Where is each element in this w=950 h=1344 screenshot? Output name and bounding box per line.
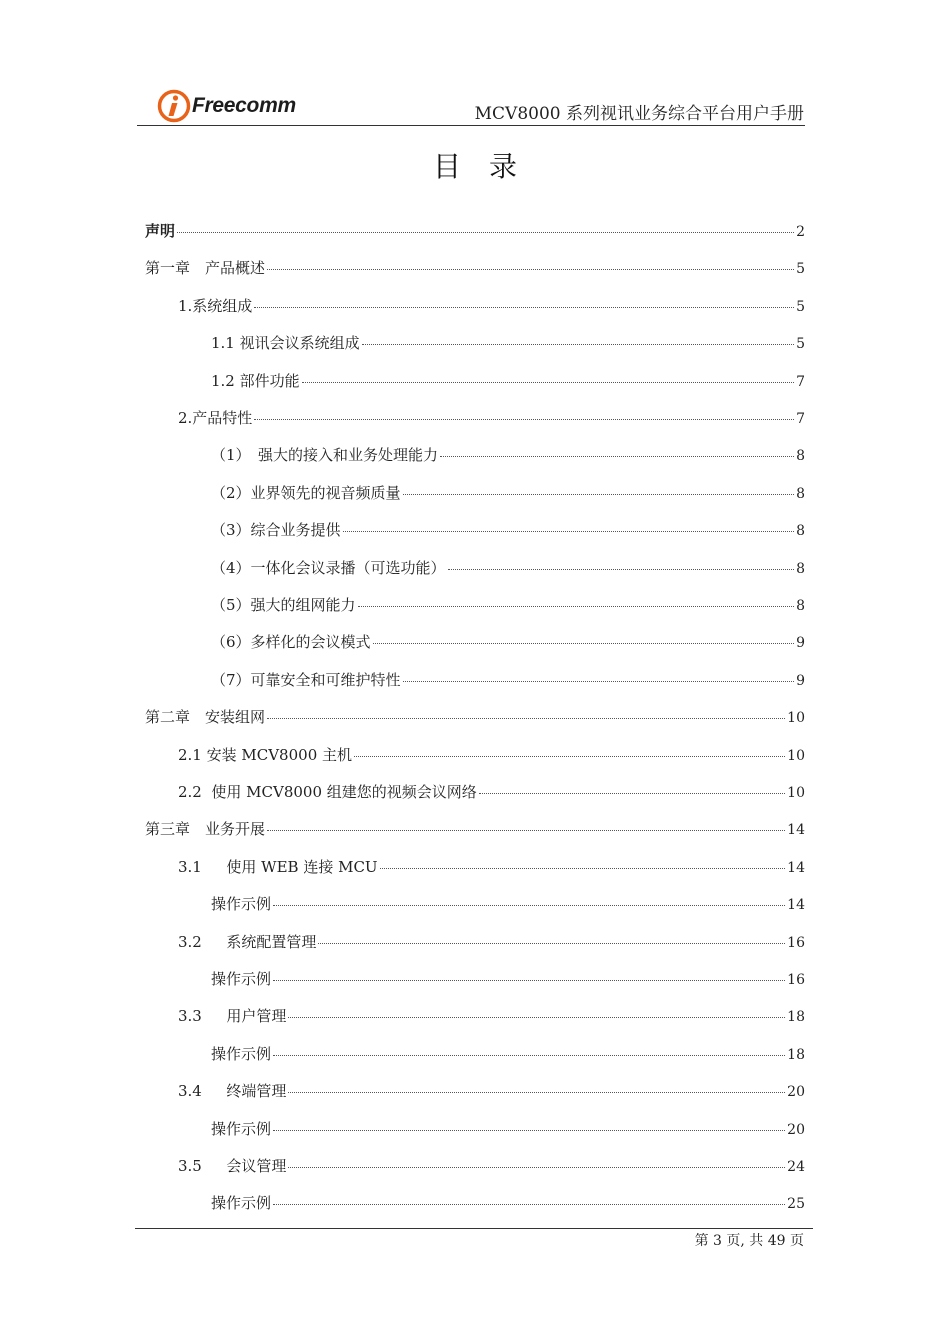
toc-leader-dots (288, 1017, 785, 1018)
toc-entry-label: （1） 强大的接入和业务处理能力 (211, 446, 439, 465)
toc-entry[interactable] (178, 407, 805, 428)
document-title: MCV8000 系列视讯业务综合平台用户手册 (474, 104, 804, 124)
toc-page-number: 7 (796, 411, 805, 427)
company-logo (157, 86, 296, 126)
toc-entry-label: 3.5 会议管理 (178, 1157, 287, 1175)
toc-page-number: 25 (787, 1196, 805, 1213)
toc-page-number: 8 (796, 448, 805, 465)
toc-entry-label: 第三章 业务开展 (145, 820, 266, 839)
toc-page-number: 9 (796, 635, 805, 652)
toc-leader-dots (267, 830, 785, 831)
toc-entry-label: （6）多样化的会议模式 (211, 633, 371, 652)
toc-entry[interactable] (211, 968, 805, 989)
toc-entry[interactable] (211, 557, 805, 578)
toc-page-number: 10 (787, 785, 805, 801)
toc-entry-label: （3）综合业务提供 (211, 521, 341, 540)
toc-page-number: 20 (787, 1121, 805, 1138)
toc-leader-dots (448, 569, 795, 570)
header-divider (137, 125, 805, 126)
toc-entry-label: 2.1 安装 MCV8000 主机 (178, 745, 353, 764)
toc-entry-label: 操作示例 (211, 895, 272, 914)
toc-leader-dots (440, 456, 794, 457)
toc-entry-label: 操作示例 (211, 1119, 272, 1138)
toc-entry[interactable] (178, 1005, 805, 1026)
toc-page-number: 8 (796, 560, 805, 577)
toc-page-number: 5 (796, 336, 805, 353)
toc-entry-label: 2.2 使用 MCV8000 组建您的视频会议网络 (178, 783, 477, 801)
toc-entry[interactable] (211, 444, 805, 465)
toc-entry-label: 第一章 产品概述 (145, 259, 266, 278)
toc-leader-dots (254, 307, 794, 308)
toc-leader-dots (273, 1130, 785, 1131)
toc-leader-dots (362, 344, 794, 345)
toc-page-number: 5 (796, 298, 805, 315)
toc-page-number: 24 (787, 1159, 805, 1175)
toc-page-number: 16 (787, 934, 805, 951)
toc-entry-label: 1.1 视讯会议系统组成 (211, 334, 360, 353)
footer-divider (135, 1228, 813, 1229)
toc-page-number: 14 (787, 822, 805, 839)
toc-page-number: 10 (787, 710, 805, 727)
toc-entry-label: 3.3 用户管理 (178, 1007, 287, 1026)
toc-leader-dots (267, 718, 785, 719)
toc-entry[interactable] (211, 1192, 805, 1213)
toc-entry[interactable] (211, 519, 805, 540)
toc-entry[interactable] (211, 1043, 805, 1064)
toc-page-number: 8 (796, 598, 805, 614)
toc-page-number: 18 (787, 1046, 805, 1063)
toc-leader-dots (288, 1092, 785, 1093)
toc-entry[interactable] (178, 781, 805, 802)
toc-entry-label: 操作示例 (211, 970, 272, 988)
toc-leader-dots (273, 1055, 785, 1056)
toc-entry[interactable] (145, 220, 805, 241)
toc-page-number: 7 (796, 373, 805, 390)
toc-leader-dots (373, 643, 795, 644)
toc-entry-label: （7）可靠安全和可维护特性 (211, 670, 401, 689)
toc-leader-dots (403, 681, 795, 682)
toc-page-number: 9 (796, 672, 805, 689)
toc-page-number: 18 (787, 1009, 805, 1026)
toc-entry-label: 2.产品特性 (178, 409, 253, 427)
toc-page-number: 14 (787, 859, 805, 876)
toc-leader-dots (358, 606, 795, 607)
toc-page-number: 5 (796, 261, 805, 278)
toc-entry[interactable] (178, 931, 805, 952)
toc-entry[interactable] (211, 332, 805, 353)
toc-entry-label: 3.2 系统配置管理 (178, 932, 317, 951)
freecomm-logo-icon (157, 89, 191, 123)
logo-text: Freecomm (192, 94, 296, 117)
toc-leader-dots (343, 531, 795, 532)
toc-entry[interactable] (145, 706, 805, 727)
toc-entry-label: 1.2 部件功能 (211, 371, 300, 390)
toc-entry-label: 1.系统组成 (178, 296, 253, 315)
toc-leader-dots (380, 868, 786, 869)
toc-entry-label: 操作示例 (211, 1194, 272, 1213)
toc-leader-dots (403, 494, 795, 495)
toc-leader-dots (273, 980, 785, 981)
toc-leader-dots (288, 1167, 785, 1168)
page-heading: 目录 (432, 150, 545, 183)
toc-leader-dots (302, 382, 794, 383)
toc-entry[interactable] (145, 257, 805, 278)
toc-entry[interactable] (178, 856, 805, 877)
toc-leader-dots (273, 1204, 785, 1205)
toc-leader-dots (318, 943, 785, 944)
toc-leader-dots (177, 232, 794, 233)
toc-page-number: 2 (796, 224, 805, 240)
toc-leader-dots (354, 756, 785, 757)
toc-entry[interactable] (211, 482, 805, 503)
toc-entry-label: （4）一体化会议录播（可选功能） (211, 558, 446, 577)
toc-entry-label: 第二章 安装组网 (145, 708, 266, 727)
toc-leader-dots (267, 269, 794, 270)
toc-entry[interactable] (178, 744, 805, 765)
toc-entry[interactable] (211, 1118, 805, 1139)
toc-page-number: 16 (787, 972, 805, 988)
toc-entry-label: 3.4 终端管理 (178, 1082, 287, 1101)
toc-entry[interactable] (211, 370, 805, 391)
toc-entry[interactable] (178, 1080, 805, 1101)
toc-entry-label: （2）业界领先的视音频质量 (211, 483, 401, 502)
toc-entry-label: 3.1 使用 WEB 连接 MCU (178, 857, 378, 876)
toc-entry[interactable] (145, 818, 805, 839)
toc-page-number: 14 (787, 897, 805, 914)
toc-page-number: 10 (787, 747, 805, 764)
toc-entry[interactable] (178, 295, 805, 316)
toc-page-number: 20 (787, 1084, 805, 1101)
toc-entry[interactable] (211, 669, 805, 690)
toc-leader-dots (254, 419, 794, 420)
toc-leader-dots (273, 905, 785, 906)
toc-entry-label: 操作示例 (211, 1044, 272, 1063)
toc-leader-dots (479, 793, 785, 794)
toc-entry[interactable] (178, 1155, 805, 1176)
toc-page-number: 8 (796, 485, 805, 502)
toc-entry[interactable] (211, 893, 805, 914)
toc-entry[interactable] (211, 631, 805, 652)
page-number: 第 3 页, 共 49 页 (694, 1233, 804, 1249)
toc-entry-label: （5）强大的组网能力 (211, 596, 356, 614)
toc-entry[interactable] (211, 594, 805, 615)
toc-page-number: 8 (796, 523, 805, 540)
toc-entry-label: 声明 (145, 222, 176, 240)
